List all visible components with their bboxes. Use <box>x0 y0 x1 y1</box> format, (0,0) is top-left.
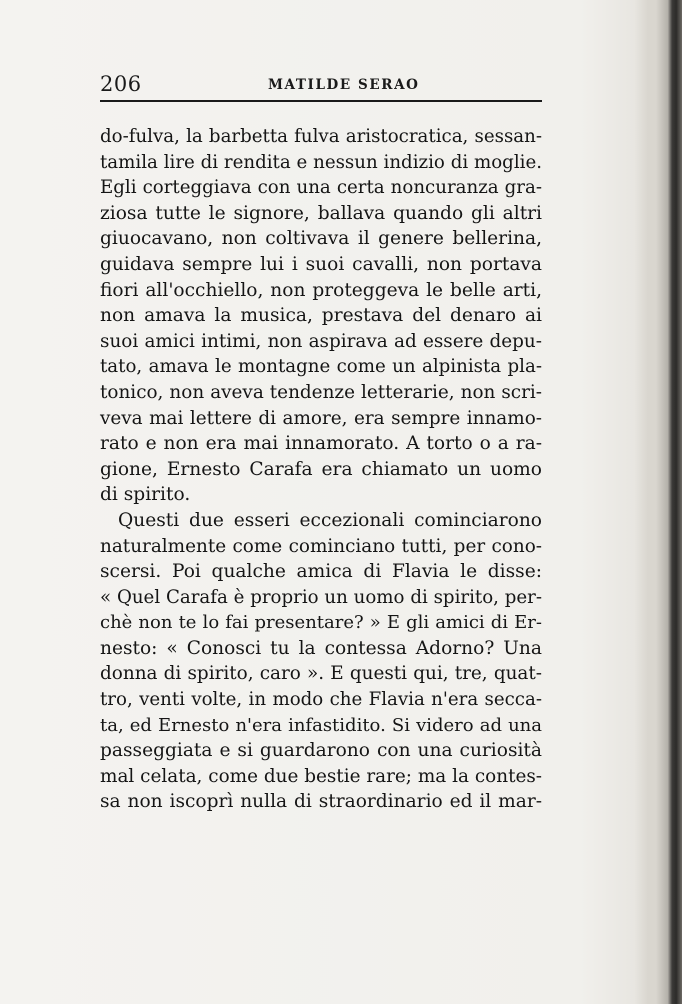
running-title: MATILDE SERAO <box>268 77 420 93</box>
text-line: fiori all'occhiello, non proteggeva le belle arti, <box>100 279 542 301</box>
text-line: sa non iscoprì nulla di straordinario ed il mar- <box>100 791 542 813</box>
text-line: suoi amici intimi, non aspirava ad essere depu- <box>100 330 542 352</box>
body-text <box>100 124 542 815</box>
text-line: nesto: « Conosci tu la contessa Adorno? Una <box>100 637 542 659</box>
text-line: tonico, non aveva tendenze letterarie, non scri- <box>100 381 542 403</box>
text-line: Questi due esseri eccezionali cominciarono <box>118 509 542 531</box>
text-line: naturalmente come cominciano tutti, per cono- <box>100 535 542 557</box>
text-line: passeggiata e si guardarono con una curiosità <box>100 740 542 762</box>
page-number: 206 <box>100 72 142 96</box>
paragraph-2 <box>100 508 542 815</box>
page-gutter-shadow <box>656 0 682 1004</box>
text-line: rato e non era mai innamorato. A torto o a ra- <box>100 433 542 455</box>
text-line: tro, venti volte, in modo che Flavia n'era secca- <box>100 689 542 711</box>
text-line: guidava sempre lui i suoi cavalli, non portava <box>100 253 542 275</box>
text-line: gione, Ernesto Carafa era chiamato un uomo <box>100 458 542 480</box>
text-line: do-fulva, la barbetta fulva aristocratica, sessan- <box>100 126 542 147</box>
text-line: scersi. Poi qualche amica di Flavia le disse: <box>100 561 542 583</box>
text-line: ziosa tutte le signore, ballava quando gli altri <box>100 202 542 224</box>
text-line: « Quel Carafa è proprio un uomo di spirito, per- <box>100 586 542 608</box>
text-line: veva mai lettere di amore, era sempre innamo- <box>100 407 542 429</box>
text-line: tato, amava le montagne come un alpinista pla- <box>100 356 542 378</box>
page-header <box>100 72 542 102</box>
text-line: Egli corteggiava con una certa noncuranza gra- <box>100 177 542 199</box>
text-line: tamila lire di rendita e nessun indizio di moglie. <box>100 151 542 173</box>
text-line: giuocavano, non coltivava il genere bellerina, <box>100 228 542 250</box>
text-line: mal celata, come due bestie rare; ma la contes- <box>100 765 542 787</box>
text-line: di spirito. <box>100 484 191 506</box>
text-line: ta, ed Ernesto n'era infastidito. Si videro ad una <box>100 714 542 736</box>
paragraph-1 <box>100 124 542 508</box>
text-line: non amava la musica, prestava del denaro ai <box>100 305 542 327</box>
text-line: chè non te lo fai presentare? » E gli amici di Er- <box>100 612 542 634</box>
text-line: donna di spirito, caro ». E questi qui, tre, quat- <box>100 663 542 685</box>
